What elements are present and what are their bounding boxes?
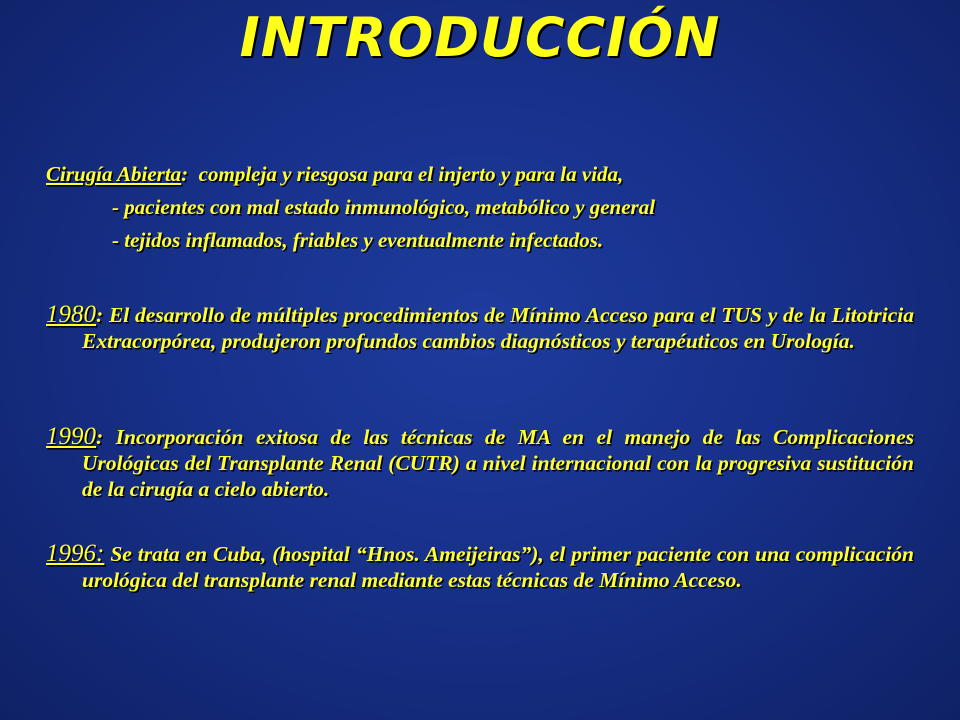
slide-title: INTRODUCCIÓN [239,6,721,69]
milestone-year: 1980 [46,301,96,328]
open-surgery-bullet: - pacientes con mal estado inmunológico, metabólico y general [112,195,656,219]
open-surgery-label: Cirugía Abierta [46,162,182,186]
milestone-separator: : [96,303,104,327]
milestone-1980 [46,302,914,354]
open-surgery-text: compleja y riesgosa para el injerto y para la vida, [198,162,624,186]
milestone-separator: : [96,425,104,449]
milestone-text: Incorporación exitosa de las técnicas de MA en el manejo de las Complicaciones Urológicas del Transplante Renal (CUTR) a nivel internacional con la progresiva sustitución de la cirugía a cielo abierto. [82,425,914,501]
milestone-1996 [46,541,914,593]
milestone-year: 1996: [46,540,105,567]
milestone-year: 1990 [46,423,96,450]
milestone-1990 [46,424,914,502]
milestone-text: El desarrollo de múltiples procedimientos de Mínimo Acceso para el TUS y de la Litotricia Extracorpórea, produjeron profundos cambios diagnósticos y terapéuticos en Urología. [82,303,915,353]
milestone-text: Se trata en Cuba, (hospital “Hnos. Ameijeiras”), el primer paciente con una complicación urológica del transplante renal mediante estas técnicas de Mínimo Acceso. [82,542,914,592]
open-surgery-separator: : [181,162,189,186]
open-surgery-block [46,158,926,257]
open-surgery-line [46,158,926,191]
open-surgery-bullet: - tejidos inflamados, friables y eventualmente infectados. [112,228,604,252]
